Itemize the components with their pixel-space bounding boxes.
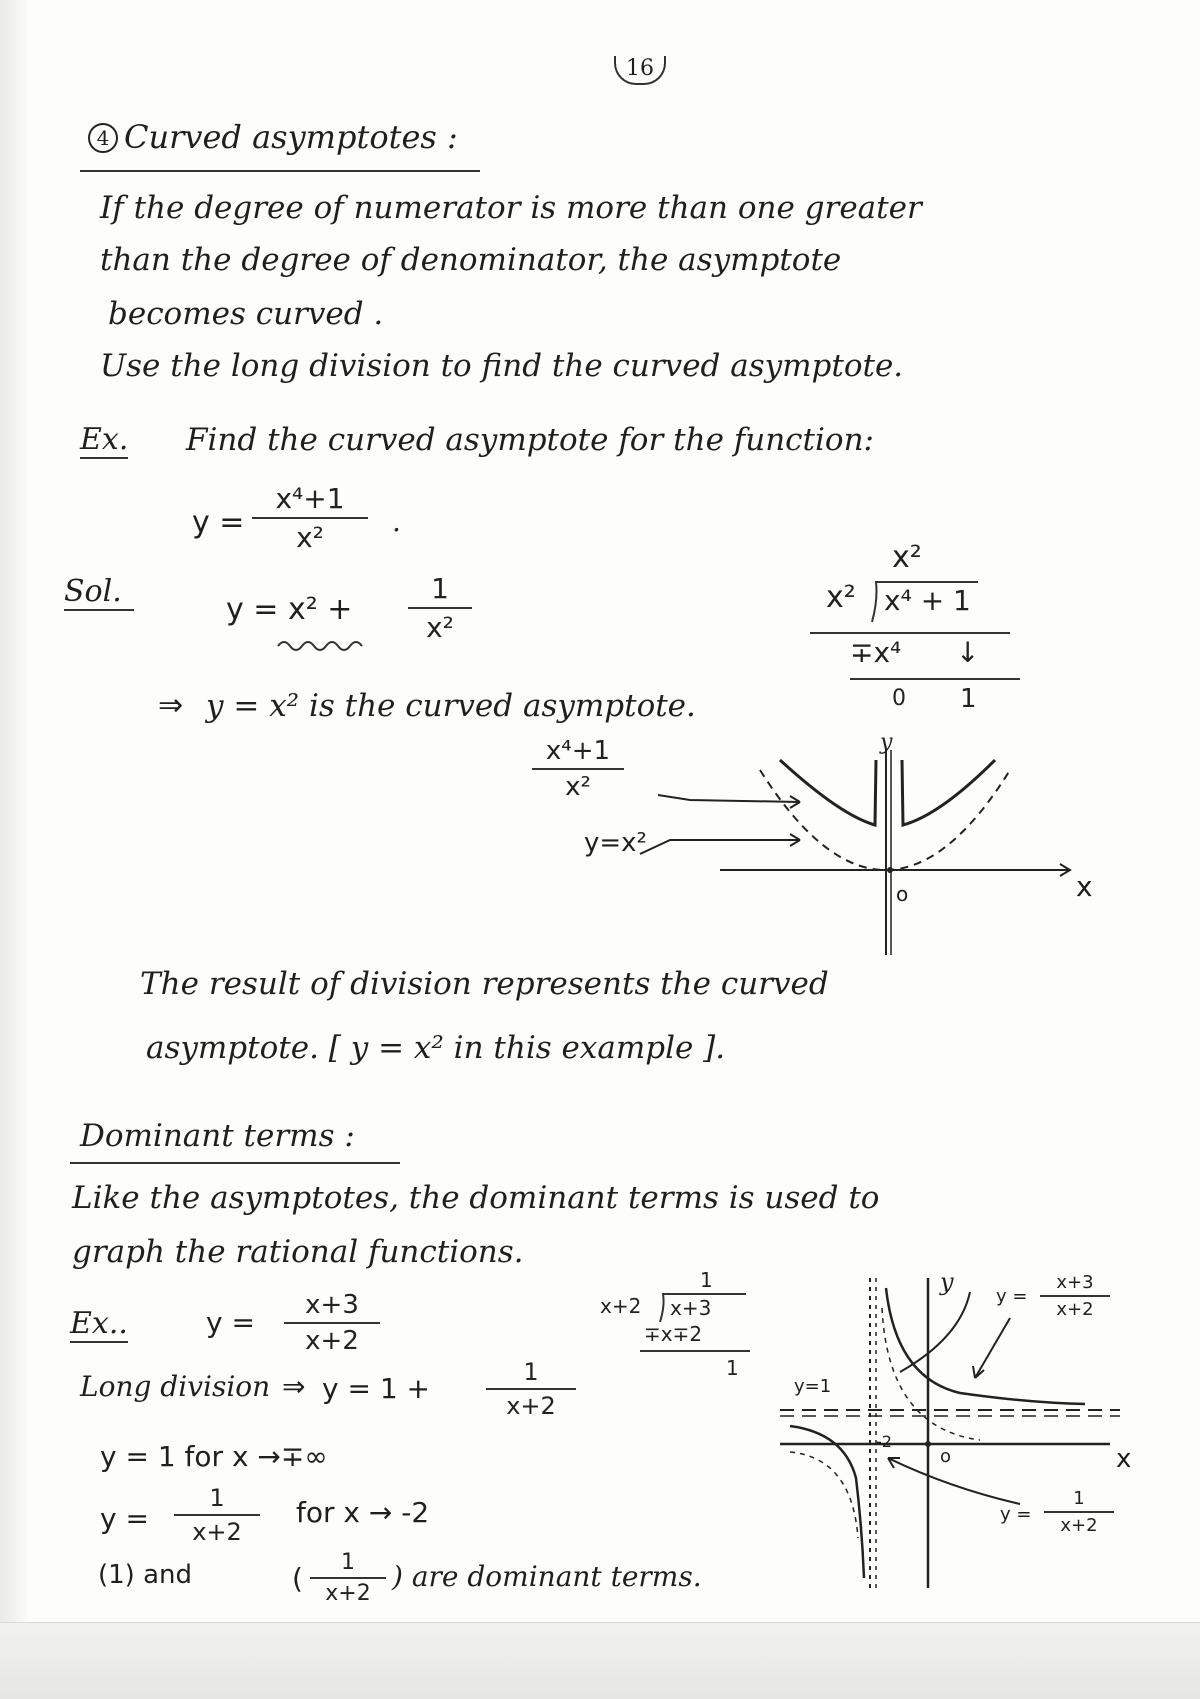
graph1-curve-label-den: x² [565, 772, 591, 802]
ld1-remainder: 1 [960, 684, 977, 714]
summary1-line-1: The result of division represents the curved [140, 966, 829, 1002]
dominant-line-2: graph the rational functions. [72, 1234, 524, 1270]
fraction-bar [252, 517, 368, 519]
graph2-label-bottom-fraction [1044, 1488, 1114, 1536]
graph2-x-label: x [1116, 1444, 1132, 1474]
solution1-frac-den: x² [426, 611, 454, 644]
example2-final-a: (1) and [98, 1560, 193, 1590]
solution1-arrow: ⇒ [158, 688, 184, 723]
ld2-divisor: x+2 [600, 1294, 642, 1318]
example2-final-b: ) are dominant terms. [392, 1560, 702, 1593]
example2-line-b-fraction [174, 1484, 260, 1546]
graph1-arrow-asymptote [640, 840, 800, 854]
example2-line-b-den: x+2 [192, 1518, 242, 1546]
graph2-label-bottom-num: 1 [1073, 1488, 1085, 1509]
graph2-dominant-right [882, 1308, 980, 1440]
example2-numerator: x+3 [305, 1290, 359, 1320]
example2-line-a: y = 1 for x →∓∞ [100, 1440, 328, 1473]
example2-result-fraction [486, 1358, 576, 1420]
section-title [88, 118, 458, 156]
graph2-curve-left [790, 1426, 864, 1578]
ld2-dividend: x+3 [670, 1296, 712, 1320]
graph1-origin-label: o [896, 882, 909, 906]
example1-fraction [252, 482, 368, 554]
squiggle-underline [276, 638, 386, 652]
fraction-bar [1040, 1295, 1110, 1297]
ld1-quotient: x² [892, 540, 922, 575]
example2-denominator: x+2 [305, 1326, 359, 1356]
graph1-curve-left [780, 760, 876, 825]
solution1-expr: y = x² + [226, 592, 353, 627]
graph2-label-top-num: x+3 [1056, 1272, 1094, 1293]
ld1-divisor: x² [826, 580, 856, 615]
example1-period: . [392, 505, 401, 538]
example2-final-den: x+2 [325, 1581, 371, 1606]
example1-denominator: x² [296, 521, 324, 554]
example2-final-fraction [310, 1550, 386, 1606]
example2-fraction [284, 1290, 380, 1356]
example2-label: Ex.. [70, 1306, 128, 1341]
ld1-remainder-zero: 0 [892, 686, 906, 711]
fraction-bar [284, 1322, 380, 1324]
graph2-origin-label: o [940, 1446, 952, 1467]
example2-line-b-lhs: y = [100, 1502, 149, 1535]
example1-prompt: Find the curved asymptote for the function: [186, 422, 874, 458]
intro-line-1: If the degree of numerator is more than one greater [100, 190, 922, 226]
graph2-label-top-fraction [1040, 1272, 1110, 1320]
fraction-bar [174, 1514, 260, 1516]
graph2-y-label: y [940, 1268, 954, 1296]
graph2-arrow-bottom [888, 1458, 1020, 1504]
long-division-1 [810, 540, 1030, 720]
section-title-text: Curved asymptotes : [124, 118, 458, 156]
ld2-subtract: ∓x∓2 [644, 1322, 703, 1346]
title-underline [80, 170, 480, 172]
example2-y-eq: y = [206, 1306, 255, 1339]
ld1-subtract: ∓x⁴ [850, 636, 902, 669]
solution1-label: Sol. [64, 574, 134, 611]
intro-line-4: Use the long division to find the curved asymptote. [100, 348, 904, 384]
intro-line-3: becomes curved . [108, 296, 384, 332]
example2-line-b-rhs: for x → -2 [296, 1496, 430, 1529]
fraction-bar [532, 768, 624, 770]
fraction-bar [1044, 1511, 1114, 1513]
graph1-curve-label [532, 736, 624, 802]
fraction-bar [408, 607, 472, 609]
long-division-2 [600, 1268, 760, 1398]
example2-arrow: ⇒ [282, 1370, 306, 1403]
ld1-rule-bottom [850, 678, 1020, 680]
graph1-curve-label-num: x⁴+1 [545, 736, 611, 766]
page-number: 16 [614, 56, 666, 85]
ld2-rule [640, 1350, 750, 1352]
graph2-dominant-left [790, 1452, 858, 1538]
solution1-frac-num: 1 [431, 572, 449, 605]
ld2-remainder: 1 [726, 1356, 739, 1380]
ld1-down-arrow: ↓ [956, 636, 980, 669]
dominant-heading: Dominant terms : [80, 1118, 355, 1154]
example1-numerator: x⁴+1 [275, 482, 345, 515]
example2-final-num: 1 [341, 1550, 355, 1575]
example2-long-div-text: Long division [80, 1370, 271, 1403]
example2-result-den: x+2 [506, 1392, 556, 1420]
graph2-label-top-den: x+2 [1056, 1299, 1094, 1320]
dominant-line-1: Like the asymptotes, the dominant terms is used to [72, 1180, 880, 1216]
graph1-curve-right [902, 760, 995, 825]
example2-result: y = 1 + [322, 1372, 431, 1405]
graph2-label-bottom-den: x+2 [1060, 1515, 1098, 1536]
graph2-label-bottom-lhs: y = [1000, 1504, 1032, 1525]
ld2-quotient: 1 [700, 1268, 713, 1292]
solution1-conclusion: y = x² is the curved asymptote. [206, 688, 696, 724]
example1-y-eq: y = [192, 505, 245, 540]
fraction-bar [486, 1388, 576, 1390]
example2-line-b-num: 1 [209, 1484, 225, 1512]
graph2-y1-label: y=1 [794, 1376, 832, 1397]
solution1-fraction [408, 572, 472, 644]
ld1-rule-top [810, 632, 1010, 634]
ld1-dividend: x⁴ + 1 [884, 584, 971, 617]
graph1-asymptote-label: y=x² [584, 828, 647, 858]
fraction-bar [310, 1577, 386, 1579]
graph1-y-label: y [880, 730, 893, 755]
dominant-underline [70, 1162, 400, 1164]
scan-bottom-band [0, 1622, 1200, 1699]
example2-result-num: 1 [523, 1358, 539, 1386]
example2-final-open-paren: ( [292, 1562, 303, 1595]
scan-edge-shadow [0, 0, 28, 1698]
intro-line-2: than the degree of denominator, the asymptote [100, 242, 842, 278]
example1-label: Ex. [80, 422, 129, 457]
graph1-x-label: x [1076, 870, 1093, 903]
graph2-minus2-label: -2 [876, 1432, 892, 1451]
graph1-plot [650, 720, 1120, 960]
graph2-label-top-lhs: y = [996, 1286, 1028, 1307]
section-number: 4 [88, 123, 118, 153]
summary1-line-2: asymptote. [ y = x² in this example ]. [146, 1030, 726, 1066]
